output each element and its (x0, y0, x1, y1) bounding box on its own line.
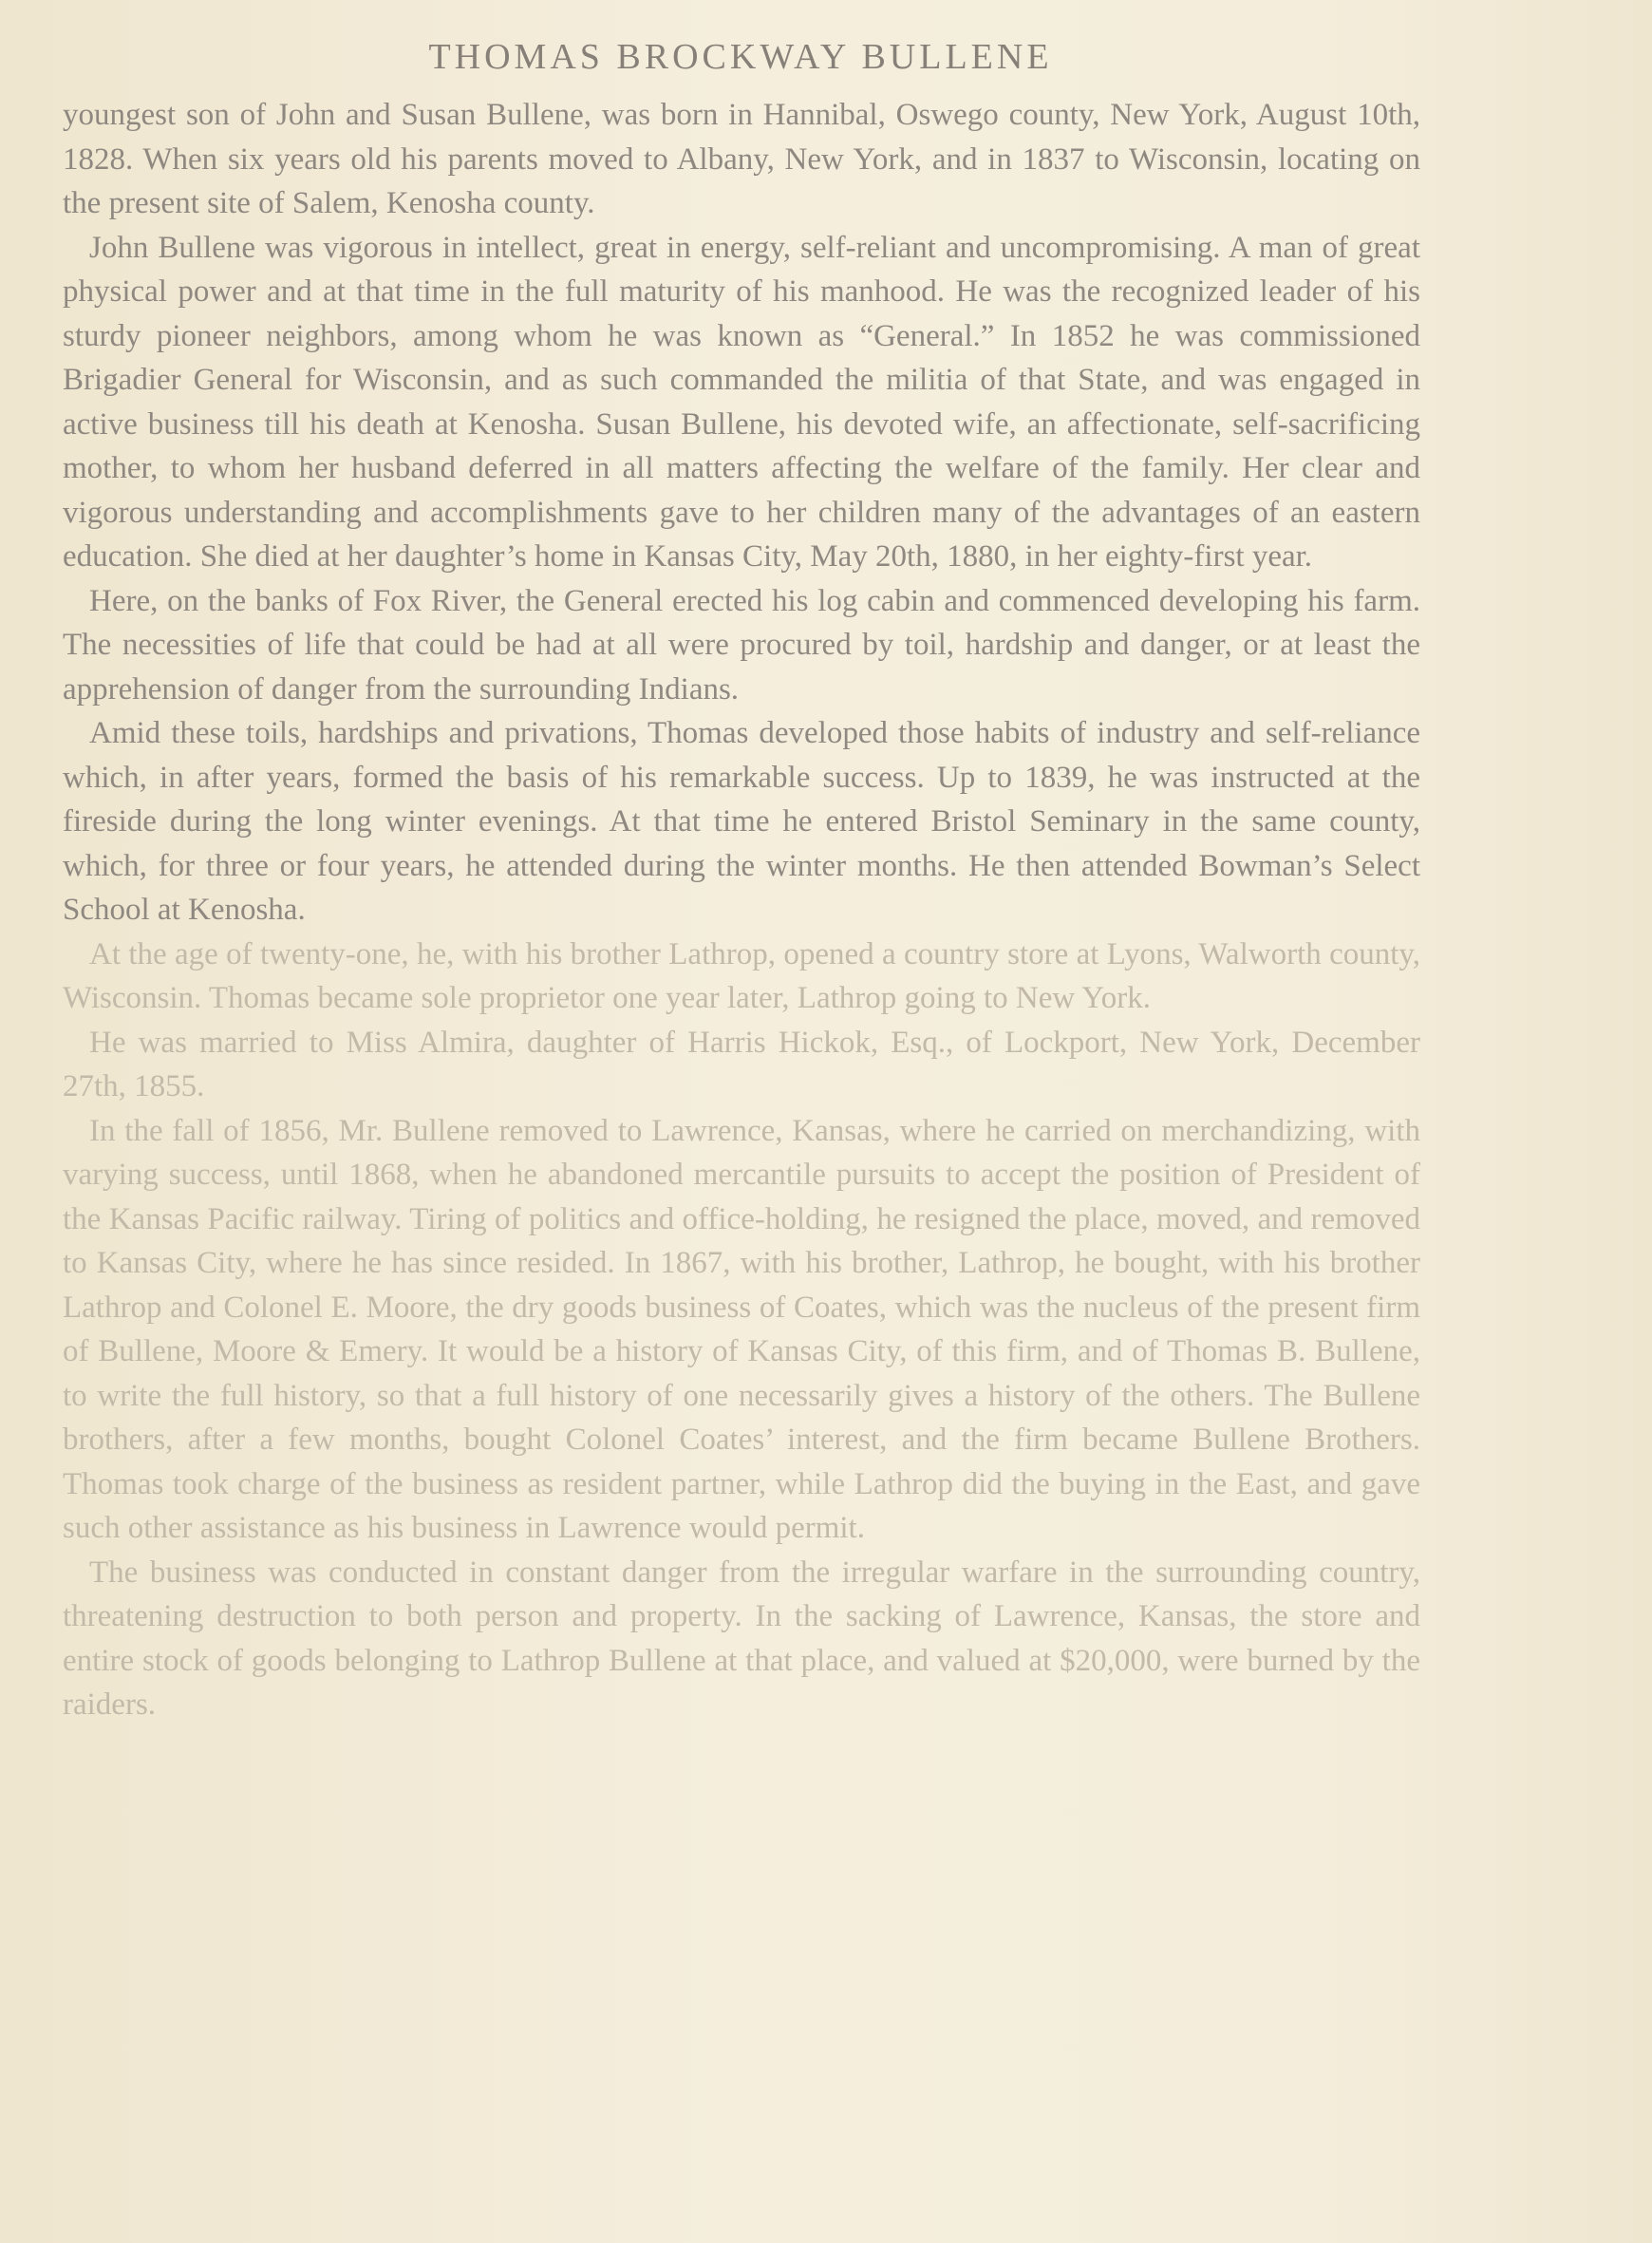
paragraph: He was married to Miss Almira, daughter of Harris Hickok, Esq., of Lockport, New York, December 27th, 1855. (63, 1025, 1420, 1103)
body-text (63, 93, 1420, 1727)
paragraph: At the age of twenty-one, he, with his brother Lathrop, opened a country store at Lyons, Walworth county, Wisconsin. Thomas became sole proprietor one year later, Lathrop going to New York. (63, 936, 1420, 1015)
paragraph: John Bullene was vigorous in intellect, great in energy, self-reliant and uncompromising. A man of great physical power and at that time in the full maturity of his manhood. He was the recognized leader of his sturdy pioneer neighbors, among whom he was known as “General.” In 1852 he was commissioned Brigadier General for Wisconsin, and as such commanded the militia of that State, and was engaged in active business till his death at Kenosha. Susan Bullene, his devoted wife, an affectionate, self-sacrificing mother, to whom her husband deferred in all matters affecting the welfare of the family. Her clear and vigorous understanding and accomplishments gave to her children many of the advantages of an eastern education. She died at her daughter’s home in Kansas City, May 20th, 1880, in her eighty-first year. (63, 230, 1420, 574)
paragraph: In the fall of 1856, Mr. Bullene removed to Lawrence, Kansas, where he carried on merchandizing, with varying success, until 1868, when he abandoned mercantile pursuits to accept the position of President of the Kansas Pacific railway. Tiring of politics and office-holding, he resigned the place, moved, and removed to Kansas City, where he has since resided. In 1867, with his brother, Lathrop, he bought, with his brother Lathrop and Colonel E. Moore, the dry goods business of Coates, which was the nucleus of the present firm of Bullene, Moore & Emery. It would be a history of Kansas City, of this firm, and of Thomas B. Bullene, to write the full history, so that a full history of one necessarily gives a history of the others. The Bullene brothers, after a few months, bought Colonel Coates’ interest, and the firm became Bullene Brothers. Thomas took charge of the business as resident partner, while Lathrop did the buying in the East, and gave such other assistance as his business in Lawrence would permit. (63, 1113, 1420, 1545)
paragraph: Amid these toils, hardships and privations, Thomas developed those habits of industry and self-reliance which, in after years, formed the basis of his remarkable success. Up to 1839, he was instructed at the fireside during the long winter evenings. At that time he entered Bristol Seminary in the same county, which, for three or four years, he attended during the winter months. He then attended Bowman’s Select School at Kenosha. (63, 716, 1420, 927)
running-header: THOMAS BROCKWAY BULLENE (428, 37, 1053, 77)
paragraph: The business was conducted in constant danger from the irregular warfare in the surrounding country, threatening destruction to both person and property. In the sacking of Lawrence, Kansas, the store and entire stock of goods belonging to Lathrop Bullene at that place, and valued at $20,000, were burned by the raiders. (63, 1555, 1420, 1722)
paragraph: youngest son of John and Susan Bullene, was born in Hannibal, Oswego county, New York, August 10th, 1828. When six years old his parents moved to Albany, New York, and in 1837 to Wisconsin, locating on the present site of Salem, Kenosha county. (63, 98, 1420, 220)
paragraph: Here, on the banks of Fox River, the General erected his log cabin and commenced developing his farm. The necessities of life that could be had at all were procured by toil, hardship and danger, or at least the apprehension of danger from the surrounding Indians. (63, 583, 1420, 707)
